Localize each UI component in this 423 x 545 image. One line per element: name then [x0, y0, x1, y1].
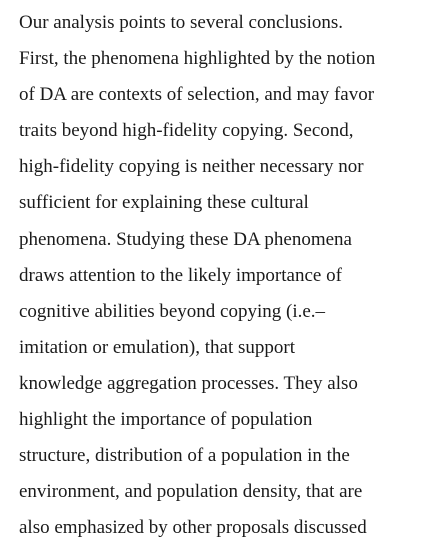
text-line-2: First, the phenomena highlighted by the notion — [19, 48, 376, 70]
text-line-15: also emphasized by other proposals discussed — [19, 517, 367, 539]
text-line-8: draws attention to the likely importance of — [19, 264, 342, 286]
text-line-12: highlight the importance of population — [19, 409, 313, 431]
text-line-6: sufficient for explaining these cultural — [19, 192, 309, 214]
text-line-3: of DA are contexts of selection, and may favor — [19, 84, 375, 106]
text-line-13: structure, distribution of a population in the — [19, 445, 350, 467]
text-line-4: traits beyond high-fidelity copying. Second, — [19, 120, 354, 142]
text-line-9: cognitive abilities beyond copying (i.e.– — [19, 300, 326, 322]
text-line-1: Our analysis points to several conclusions. — [19, 12, 344, 33]
text-line-7: phenomena. Studying these DA phenomena — [19, 228, 352, 250]
text-line-11: knowledge aggregation processes. They also — [19, 372, 358, 394]
text-line-10: imitation or emulation), that support — [19, 336, 295, 358]
body-paragraph — [19, 5, 419, 545]
text-line-5: high-fidelity copying is neither necessary nor — [19, 156, 364, 178]
text-line-14: environment, and population density, that are — [19, 481, 363, 503]
